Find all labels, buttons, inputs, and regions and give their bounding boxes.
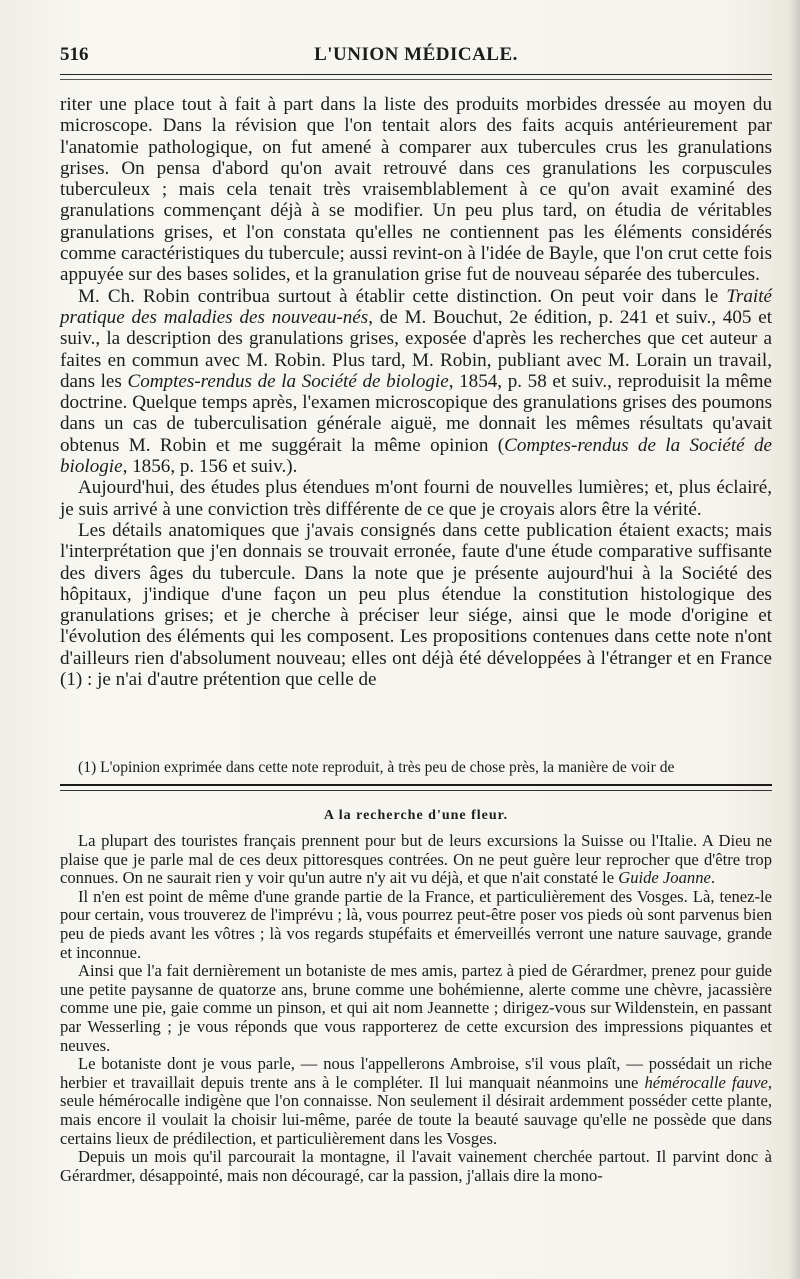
cited-title: Comptes-rendus de la Société de biologie xyxy=(60,434,772,478)
page-edge-shadow xyxy=(788,0,800,1279)
feuilleton-paragraph-5: Depuis un mois qu'il parcourait la montagne, il l'avait vainement cherchée partout. Il parvint donc à Gérardmer, désappointé, mais non découragé, car la passion, j'allais dire la mono- xyxy=(60,1147,772,1185)
text-run: M. Ch. Robin contribua surtout à établir cette distinction. On peut voir dans le xyxy=(78,285,727,307)
header-rule-thin xyxy=(60,79,772,80)
text-run: La plupart des touristes français prennent pour but de leurs excursions la Suisse ou l'Italie. A Dieu ne plaise que je parle mal de ces deux pittoresques contrées. On ne peut guère leur reprocher que d'être trop connues. On ne saurait rien y voir qu'un autre n'y ait vu déjà, et que n'ait constaté le xyxy=(60,831,772,888)
plant-name: hémérocalle fauve xyxy=(644,1072,768,1092)
article-paragraph-3: Aujourd'hui, des études plus étendues m'ont fourni de nouvelles lumières; et, plus éclairé, je suis arrivé à une conviction très différente de ce que je croyais alors être la vérité. xyxy=(60,477,772,520)
article-body xyxy=(60,94,772,690)
article-paragraph-1: riter une place tout à fait à part dans la liste des produits morbides dressée au moyen du microscope. Dans la révision que l'on tentait alors des faits acquis antérieurement par l'anatomie pathologique, on fut amené à comparer aux tubercules crus les granulations grises. On pensa d'abord qu'on avait retrouvé dans ces granulations les corpuscules tuberculeux ; mais cela tenait très vraisemblablement à ce qu'on avait examiné des granulations commençant déjà à se modifier. Un peu plus tard, on étudia de véritables granulations grises, et l'on constata qu'elles ne contiennent pas les éléments considérés comme caractéristiques du tubercule; aussi revint-on à l'idée de Bayle, que l'on crut cette fois appuyée sur des bases solides, et la granulation grise fut de nouveau séparée des tubercules. xyxy=(60,94,772,286)
page-header xyxy=(60,44,772,72)
feuilleton-paragraph-3: Ainsi que l'a fait dernièrement un botaniste de mes amis, partez à pied de Gérardmer, prenez pour guide une petite paysanne de quatorze ans, brune comme une bohémienne, alerte comme une chèvre, jacassière comme une pie, gaie comme un pinson, et qui ait nom Jeannette ; dirigez-vous sur Wildenstein, en passant par Wesserling ; je vous réponds que vous rapporterez de cette excursion des impressions piquantes et neuves. xyxy=(60,961,772,1055)
cited-title: Traité pratique des maladies des nouveau-nés xyxy=(60,285,772,328)
article-paragraph-2 xyxy=(60,286,772,478)
feuilleton-paragraph-1 xyxy=(60,832,772,888)
header-rule xyxy=(60,74,772,75)
text-run: Le botaniste dont je vous parle, — nous l'appellerons Ambroise, s'il vous plaît, — possédait un riche herbier et travaillait depuis trente ans à le compléter. Il lui manquait néanmoins une xyxy=(60,1054,772,1092)
feuilleton-paragraph-2: Il n'en est point de même d'une grande partie de la France, et particulièrement des Vosges. Là, tenez-le pour certain, vous trouverez de l'imprévu ; là, vous pourrez peut-être poser vos pieds où sont parvenus bien peu de pieds avant les vôtres ; là vos regards stupéfaits et émerveillés verront une nature sauvage, grande et inconnue. xyxy=(60,886,772,962)
text-run: . xyxy=(710,868,716,888)
cited-title: Guide Joanne xyxy=(618,868,711,888)
text-run: , 1854, p. 58 et suiv., reproduisit la même doctrine. Quelque temps après, l'examen microscopique des granulations grises des poumons dans un cas de tuberculisation générale aiguë, me donnait les mêmes résultats qu'avait obtenus M. Robin et me suggérait la même opinion ( xyxy=(60,370,772,456)
feuilleton-title: A la recherche d'une fleur. xyxy=(323,808,509,823)
feuilleton-separator-thin xyxy=(60,790,772,791)
text-run: , seule hémérocalle indigène que l'on connaisse. Non seulement il désirait ardemment posséder cette plante, mais encore il voulait la choisir lui-même, parée de toute la beauté sauvage qu'elle ne possède que dans certains lieux de prédilection, et particulièrement dans les Vosges. xyxy=(60,1072,772,1148)
article-paragraph-4: Les détails anatomiques que j'avais consignés dans cette publication étaient exacts; mais l'interprétation que j'en donnais se trouvait erronée, faute d'une étude comparative suffisante des divers âges du tubercule. Dans la note que je présente aujourd'hui à la Société des hôpitaux, j'indique d'une façon un peu plus étendue la constitution histologique des granulations grises; et je cherche à préciser leur siége, ainsi que le mode d'origine et l'évolution des éléments qui les composent. Les propositions contenues dans cette note n'ont d'ailleurs rien d'absolument nouveau; elles ont déjà été développées à l'étranger et en France (1) : je n'ai d'autre prétention que celle de xyxy=(60,519,772,691)
feuilleton-separator xyxy=(60,784,772,786)
footnote: (1) L'opinion exprimée dans cette note reproduit, à très peu de chose près, la manière de voir de xyxy=(78,759,675,776)
feuilleton-body xyxy=(60,832,772,1185)
feuilleton-paragraph-4 xyxy=(60,1055,772,1148)
page-number: 516 xyxy=(60,44,89,65)
running-title: L'UNION MÉDICALE. xyxy=(314,44,518,65)
text-run: , de M. Bouchut, 2e édition, p. 241 et suiv., 405 et suiv., la description des granulations grises, exposée d'après les recherches que cet auteur a faites en commun avec M. Robin. Plus tard, M. Robin, publiant avec M. Lorain un travail, dans les xyxy=(60,306,773,392)
text-run: , 1856, p. 156 et suiv.). xyxy=(122,456,298,478)
cited-title: Comptes-rendus de la Société de biologie xyxy=(127,370,449,392)
